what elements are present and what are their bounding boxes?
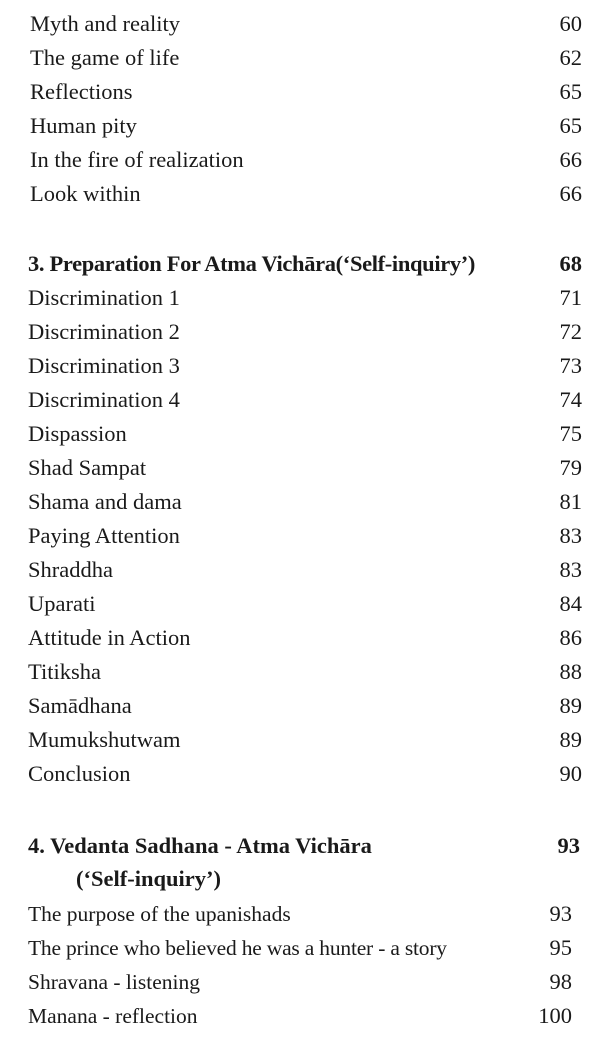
- toc-entry-page: 83: [559, 557, 582, 582]
- toc-entry-title: Mumukshutwam: [28, 727, 181, 752]
- toc-entry-page: 65: [559, 113, 582, 138]
- toc-entry: [0, 757, 600, 791]
- toc-entry: [0, 451, 600, 485]
- toc-entry-page: 89: [559, 693, 582, 718]
- toc-entry-title: Titiksha: [28, 659, 101, 684]
- toc-entry-title: Attitude in Action: [28, 625, 191, 650]
- toc-entry-title: Discrimination 2: [28, 319, 180, 344]
- toc-entry-title: Look within: [30, 181, 141, 206]
- toc-entry-title: Human pity: [30, 113, 137, 138]
- toc-entry: [0, 999, 600, 1033]
- toc-entry-page: 95: [549, 935, 572, 960]
- toc-entry-page: 88: [559, 659, 582, 684]
- toc-entry-page: 66: [559, 181, 582, 206]
- toc-entry-page: 86: [559, 625, 582, 650]
- toc-entry: [0, 177, 600, 211]
- toc-entry-title: Discrimination 4: [28, 387, 180, 412]
- toc-entry-page: 65: [559, 79, 582, 104]
- toc-entry-title: Conclusion: [28, 761, 131, 786]
- toc-entry-page: 81: [559, 489, 582, 514]
- toc-entry-page: 75: [559, 421, 582, 446]
- chapter-title: 3. Preparation For Atma Vichāra(‘Self-inquiry’): [28, 251, 476, 276]
- chapter-title-continued: (‘Self-inquiry’): [76, 866, 221, 891]
- toc-entry-page: 79: [559, 455, 582, 480]
- chapter-heading-continued: [0, 862, 600, 896]
- toc-entry-title: Shad Sampat: [28, 455, 147, 480]
- toc-entry: [0, 109, 600, 143]
- toc-entry-page: 66: [559, 147, 582, 172]
- toc-entry-page: 93: [549, 901, 572, 926]
- toc-entry: [0, 587, 600, 621]
- toc-entry-title: Paying Attention: [28, 523, 180, 548]
- toc-entry-title: Shravana - listening: [28, 970, 200, 994]
- toc-entry: [0, 349, 600, 383]
- toc-entry: [0, 485, 600, 519]
- toc-entry-title: Shraddha: [28, 557, 113, 582]
- toc-entry-title: Manana - reflection: [28, 1004, 198, 1028]
- toc-entry-title: Shama and dama: [28, 489, 182, 514]
- toc-entry-title: Dispassion: [28, 421, 127, 446]
- toc-entry-title: The game of life: [30, 45, 180, 70]
- toc-entry-title: Reflections: [30, 79, 133, 104]
- toc-entry-title: The purpose of the upanishads: [28, 902, 291, 926]
- toc-entry: [0, 621, 600, 655]
- toc-entry-page: 71: [559, 285, 582, 310]
- toc-entry-title: Discrimination 3: [28, 353, 180, 378]
- toc-entry: [0, 41, 600, 75]
- toc-entry: [0, 723, 600, 757]
- chapter-page: 93: [557, 833, 580, 858]
- toc-entry-page: 100: [538, 1003, 572, 1028]
- toc-entry: [0, 143, 600, 177]
- toc-entry-page: 74: [559, 387, 582, 412]
- toc-entry-title: The prince who believed he was a hunter - a story: [28, 936, 447, 960]
- toc-entry-page: 72: [559, 319, 582, 344]
- toc-entry-page: 62: [559, 45, 582, 70]
- toc-entry: [0, 965, 600, 999]
- toc-entry: [0, 75, 600, 109]
- toc-entry-title: Uparati: [28, 591, 96, 616]
- toc-entry: [0, 7, 600, 41]
- toc-entry-title: Discrimination 1: [28, 285, 180, 310]
- toc-entry: [0, 417, 600, 451]
- toc-entry-title: In the fire of realization: [30, 147, 244, 172]
- toc-entry: [0, 281, 600, 315]
- chapter-heading: [0, 829, 600, 863]
- toc-entry: [0, 897, 600, 931]
- toc-entry-title: Samādhana: [28, 693, 132, 718]
- toc-entry: [0, 931, 600, 965]
- toc-entry-page: 84: [559, 591, 582, 616]
- toc-entry-page: 90: [559, 761, 582, 786]
- toc-entry: [0, 315, 600, 349]
- toc-entry: [0, 689, 600, 723]
- chapter-title: 4. Vedanta Sadhana - Atma Vichāra: [28, 833, 372, 858]
- toc-entry: [0, 655, 600, 689]
- toc-entry: [0, 553, 600, 587]
- toc-entry-page: 98: [549, 969, 572, 994]
- toc-entry-page: 73: [559, 353, 582, 378]
- toc-entry: [0, 383, 600, 417]
- toc-entry: [0, 519, 600, 553]
- toc-entry-page: 89: [559, 727, 582, 752]
- toc-entry-title: Myth and reality: [30, 11, 180, 36]
- chapter-page: 68: [559, 251, 582, 276]
- toc-entry-page: 83: [559, 523, 582, 548]
- chapter-heading: [0, 247, 600, 281]
- toc-entry-page: 60: [559, 11, 582, 36]
